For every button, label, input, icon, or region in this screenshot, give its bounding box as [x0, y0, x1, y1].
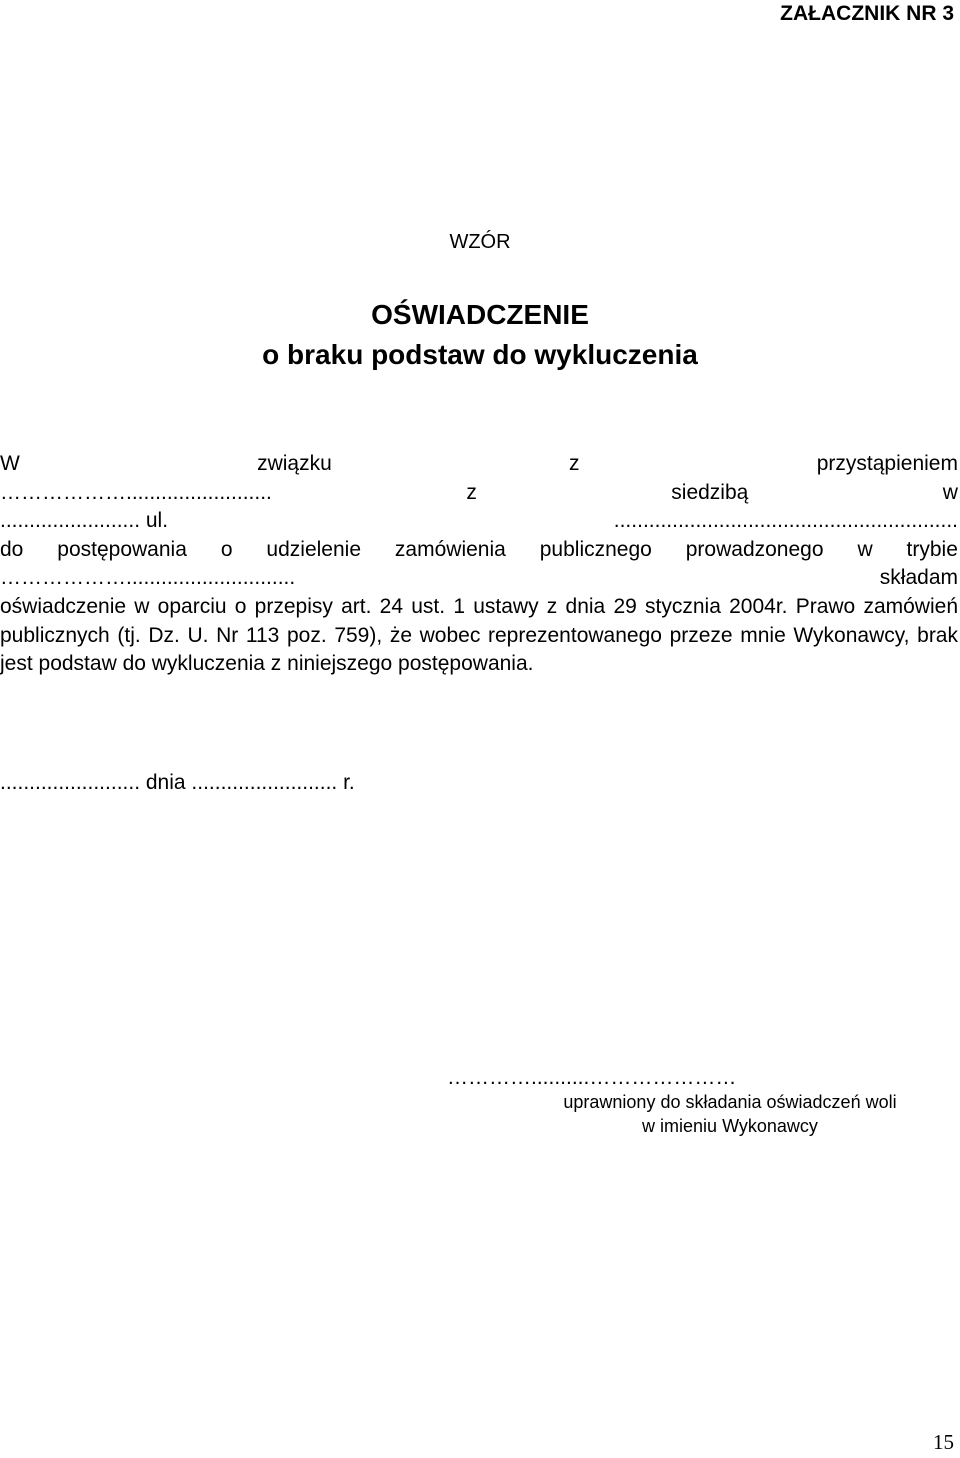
- word: związku: [257, 452, 332, 475]
- statement-rest: oświadczenie w oparciu o przepisy art. 24 ust. 1 ustawy z dnia 29 stycznia 2004r. Prawo zamówień publicznych (tj. Dz. U. Nr 113 poz. 759), że wobec reprezentowanego przeze mnie Wykonawcy, brak jest podstaw do wykluczenia z niniejszego postępowania.: [0, 594, 958, 676]
- signature-caption-line-2: w imieniu Wykonawcy: [642, 1116, 818, 1136]
- template-label: WZÓR: [449, 231, 511, 253]
- statement-line-2: [0, 479, 958, 508]
- word: o: [220, 537, 233, 561]
- document-title: [0, 295, 960, 375]
- statement-line-1: [0, 450, 958, 479]
- title-line-2: o braku podstaw do wykluczenia: [262, 339, 698, 370]
- word: z: [569, 452, 580, 475]
- statement-paragraph: [0, 450, 958, 679]
- word: składam: [879, 566, 958, 590]
- word: postępowania: [57, 537, 187, 561]
- word: w: [857, 537, 873, 561]
- contractor-name-blank: ……………….........................: [0, 480, 272, 504]
- title-line-1: OŚWIADCZENIE: [371, 299, 589, 330]
- annex-label: ZAŁACZNIK NR 3: [780, 2, 954, 25]
- word: w: [942, 480, 958, 504]
- statement-line-4: [0, 536, 958, 565]
- statement-line-3: [0, 507, 958, 536]
- signature-line: …………..........…………………: [447, 1066, 737, 1089]
- word: trybie: [906, 537, 958, 561]
- word: siedzibą: [671, 480, 749, 504]
- word: przystąpieniem: [816, 452, 958, 475]
- word: publicznego: [539, 537, 652, 561]
- word: udzielenie: [266, 537, 361, 561]
- word: zamówienia: [394, 537, 506, 561]
- page-number: 15: [933, 1430, 954, 1454]
- date-place-line: ........................ dnia ......................... r.: [0, 771, 355, 794]
- word: do: [0, 537, 24, 561]
- word: prowadzonego: [685, 537, 824, 561]
- word: z: [466, 480, 477, 504]
- procedure-mode-blank: ……………….............................: [0, 566, 296, 590]
- address-blank: ...........................................................: [613, 509, 958, 533]
- signature-caption-line-1: uprawniony do składania oświadczeń woli: [563, 1092, 897, 1112]
- statement-line-5: [0, 564, 958, 593]
- word: W: [0, 452, 20, 475]
- city-street-blank: ........................ ul.: [0, 509, 169, 533]
- signature-caption: [500, 1090, 960, 1138]
